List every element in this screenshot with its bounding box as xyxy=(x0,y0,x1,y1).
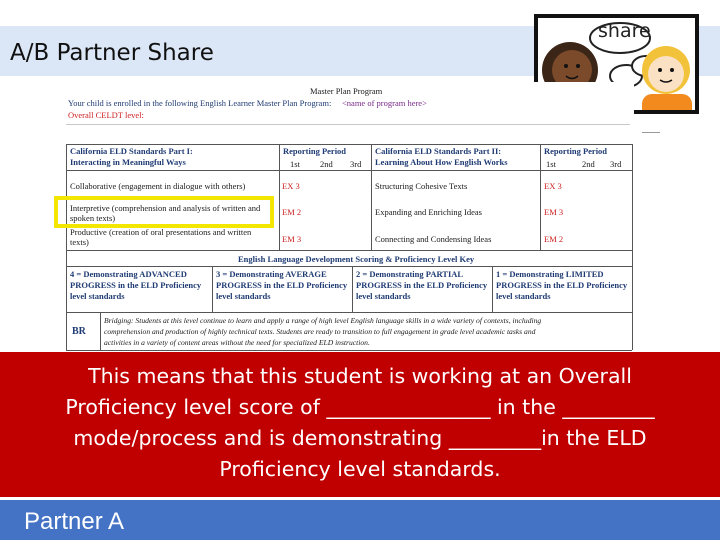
row1-right-score: EX 3 xyxy=(544,181,562,191)
key-2-line3: level standards xyxy=(356,291,411,301)
share-label: share xyxy=(598,20,651,42)
program-placeholder: <name of program here> xyxy=(342,98,427,108)
br-line-1: Bridging: Students at this level continue to learn and apply a range of high level English language skills in a wide variety of contexts, including xyxy=(104,316,542,325)
key-1-line1: 1 = Demonstrating LIMITED xyxy=(496,269,604,279)
key-3-line3: level standards xyxy=(216,291,271,301)
program-title: Master Plan Program xyxy=(310,86,383,96)
banner-line-2: Proficiency level score of ________________ in the _________ xyxy=(65,395,655,419)
reporting-period-1: Reporting Period xyxy=(283,146,347,156)
key-3-line1: 3 = Demonstrating AVERAGE xyxy=(216,269,327,279)
stray-mark xyxy=(642,132,660,133)
row2-score: EM 2 xyxy=(282,207,302,217)
row1-score: EX 3 xyxy=(282,181,300,191)
key-4-line3: level standards xyxy=(70,291,125,301)
period-2nd-b: 2nd xyxy=(582,159,595,169)
row3-score: EM 3 xyxy=(282,234,302,244)
row3-right-label: Connecting and Condensing Ideas xyxy=(375,234,492,244)
banner-line-3: mode/process and is demonstrating _________in the ELD xyxy=(73,426,647,450)
overall-celdt-label: Overall CELDT level: xyxy=(68,110,144,120)
br-label: BR xyxy=(72,326,86,337)
question-banner xyxy=(0,352,720,497)
key-1-line3: level standards xyxy=(496,291,551,301)
br-line-2: comprehension and production of highly technical texts. Students are ready to transition to full engagement in grade level academic tasks and xyxy=(104,327,536,336)
row1-label: Collaborative (engagement in dialogue with others) xyxy=(70,181,246,191)
enrolled-text: Your child is enrolled in the following English Learner Master Plan Program: xyxy=(68,98,332,108)
period-3rd-b: 3rd xyxy=(610,159,622,169)
row1-right-label: Structuring Cohesive Texts xyxy=(375,181,468,191)
banner-line-1: This means that this student is working at an Overall xyxy=(88,364,632,388)
part1-title: California ELD Standards Part I: xyxy=(70,146,193,156)
key-3-line2: PROGRESS in the ELD Proficiency xyxy=(216,280,348,290)
period-3rd: 3rd xyxy=(350,159,362,169)
period-1st-b: 1st xyxy=(546,159,556,169)
period-1st: 1st xyxy=(290,159,300,169)
slide-title: A/B Partner Share xyxy=(10,40,214,66)
key-4-line2: PROGRESS in the ELD Proficiency xyxy=(70,280,202,290)
part1-subtitle: Interacting in Meaningful Ways xyxy=(70,157,186,167)
row3-label: Productive (creation of oral presentations and written xyxy=(70,227,252,237)
banner-line-4: Proficiency level standards. xyxy=(219,457,501,481)
key-4-line1: 4 = Demonstrating ADVANCED xyxy=(70,269,187,279)
key-1-line2: PROGRESS in the ELD Proficiency xyxy=(496,280,628,290)
partner-label: Partner A xyxy=(24,508,125,535)
period-2nd: 2nd xyxy=(320,159,333,169)
row2-label: Interpretive (comprehension and analysis of written and xyxy=(70,203,261,213)
part2-title: California ELD Standards Part II: xyxy=(375,146,502,156)
row3-right-score: EM 2 xyxy=(544,234,564,244)
br-line-3: activities in a variety of content areas without the need for specialized ELD instruction. xyxy=(104,338,370,347)
row2-label-2: spoken texts) xyxy=(70,213,116,223)
row2-right-score: EM 3 xyxy=(544,207,564,217)
key-2-line2: PROGRESS in the ELD Proficiency xyxy=(356,280,488,290)
key-2-line1: 2 = Demonstrating PARTIAL xyxy=(356,269,464,279)
reporting-period-2: Reporting Period xyxy=(544,146,608,156)
part2-subtitle: Learning About How English Works xyxy=(375,157,508,167)
row3-label-2: texts) xyxy=(70,237,89,247)
interpretive-highlight-box xyxy=(54,196,274,228)
row2-right-label: Expanding and Enriching Ideas xyxy=(375,207,482,217)
key-title: English Language Development Scoring & Proficiency Level Key xyxy=(238,254,475,264)
